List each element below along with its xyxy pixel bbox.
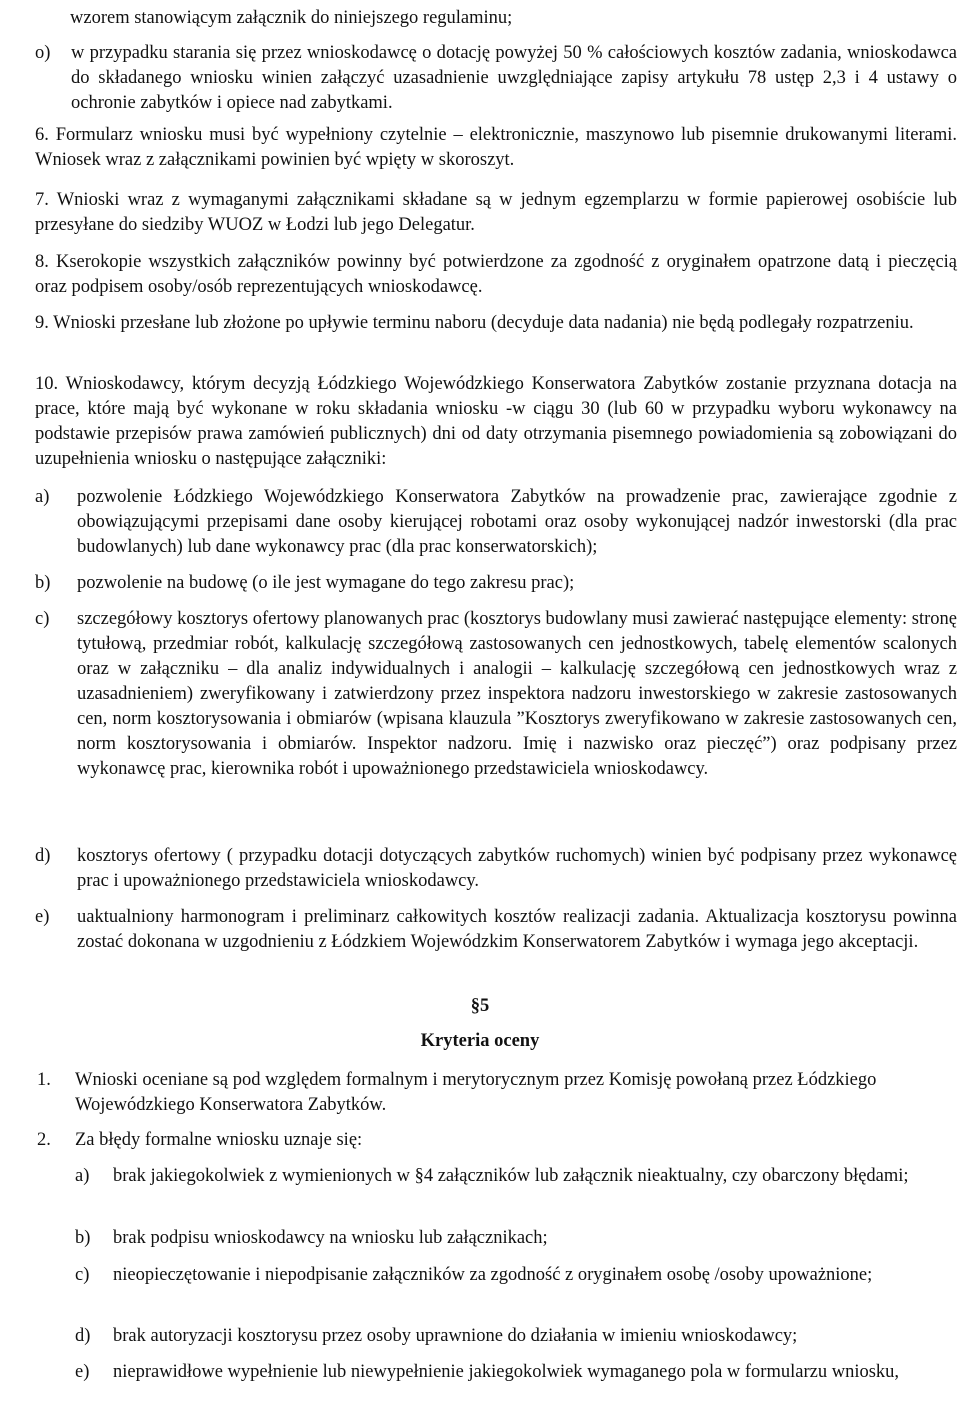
list-item-a <box>35 485 957 560</box>
item-label: 9. <box>35 313 49 333</box>
item-label: 1. <box>37 1070 51 1090</box>
paragraph-10 <box>35 372 957 472</box>
item-text: Wnioski oceniane są pod względem formalnym i merytorycznym przez Komisję powołaną przez Łódzkiego Wojewódzkiego Konserwatora Zabytków. <box>75 1070 877 1115</box>
item-text: uaktualniony harmonogram i preliminarz całkowitych kosztów realizacji zadania. Aktualizacja kosztorysu powinna zostać dokonana w uzgodnieniu z Łódzkiem Wojewódzkim Konserwatorem Zabytków i wymaga jego akceptacji. <box>77 907 957 952</box>
criteria-sub-c <box>75 1263 957 1288</box>
item-label: 6. <box>35 125 49 145</box>
list-item-c <box>35 607 957 782</box>
item-label: c) <box>75 1265 90 1285</box>
paragraph-8 <box>35 250 957 300</box>
item-label: o) <box>35 43 51 63</box>
item-text: brak jakiegokolwiek z wymienionych w §4 załączników lub załącznik nieaktualny, czy obarczony błędami; <box>113 1166 909 1186</box>
criteria-sub-e <box>75 1360 957 1385</box>
section-number: §5 <box>470 996 490 1016</box>
paragraph-7 <box>35 188 957 238</box>
item-label: b) <box>75 1228 91 1248</box>
item-label: 10. <box>35 374 59 394</box>
item-text: w przypadku starania się przez wnioskodawcę o dotację powyżej 50 % całościowych kosztów zadania, wnioskodawca do składanego wniosku winien załączyć uzasadnienie uwzględniające zapisy artykułu 78 ustęp 2,3 i 4 ustawy o ochronie zabytków i opiece nad zabytkami. <box>71 43 957 113</box>
item-label: 2. <box>37 1130 51 1150</box>
item-text: pozwolenie na budowę (o ile jest wymagane do tego zakresu prac); <box>77 573 575 593</box>
list-item-e <box>35 905 957 955</box>
item-text: nieopieczętowanie i niepodpisanie załączników za zgodność z oryginałem osobę /osoby upoważnione; <box>113 1265 873 1285</box>
item-text: Wnioski wraz z wymaganymi załącznikami składane są w jednym egzemplarzu w formie papierowej osobiście lub przesyłane do siedziby WUOZ w Łodzi lub jego Delegatur. <box>35 190 958 235</box>
item-label: b) <box>35 573 51 593</box>
item-text: Kserokopie wszystkich załączników powinny być potwierdzone za zgodność z oryginałem opatrzone datą i pieczęcią oraz podpisem osoby/osób reprezentujących wnioskodawcę. <box>35 252 958 297</box>
item-text: Wnioski przesłane lub złożone po upływie terminu naboru (decyduje data nadania) nie będą podlegały rozpatrzeniu. <box>53 313 914 333</box>
item-text: brak autoryzacji kosztorysu przez osoby uprawnione do działania w imieniu wnioskodawcy; <box>113 1326 798 1346</box>
criteria-sub-b <box>75 1226 957 1251</box>
item-text: kosztorys ofertowy ( przypadku dotacji dotyczących zabytków ruchomych) winien być podpisany przez wykonawcę prac i upoważnionego przedstawiciela wnioskodawcy. <box>77 846 957 891</box>
item-label: a) <box>35 487 50 507</box>
item-label: 7. <box>35 190 49 210</box>
item-label: e) <box>75 1362 90 1382</box>
item-label: c) <box>35 609 50 629</box>
criteria-item-2 <box>37 1128 959 1153</box>
paragraph-6 <box>35 123 957 173</box>
item-label: d) <box>75 1326 91 1346</box>
continuation-line: wzorem stanowiącym załącznik do niniejszego regulaminu; <box>70 8 513 28</box>
item-label: d) <box>35 846 51 866</box>
item-text: pozwolenie Łódzkiego Wojewódzkiego Konserwatora Zabytków na prowadzenie prac, zawierające zgodnie z obowiązującymi przepisami dane osoby kierującej robotami oraz osoby wykonującej nadzór inwestorski (dla prac budowlanych) lub dane wykonawcy prac (dla prac konserwatorskich); <box>77 487 957 557</box>
item-label: e) <box>35 907 50 927</box>
list-item-d <box>35 844 957 894</box>
criteria-sub-d <box>75 1324 957 1349</box>
paragraph-9 <box>35 311 957 336</box>
criteria-sub-a <box>75 1164 957 1189</box>
list-item-b <box>35 571 957 596</box>
list-item-o <box>35 41 957 116</box>
criteria-item-1 <box>37 1068 927 1118</box>
item-text: nieprawidłowe wypełnienie lub niewypełnienie jakiegokolwiek wymaganego pola w formularzu wniosku, <box>113 1362 900 1382</box>
item-label: a) <box>75 1166 90 1186</box>
item-text: Formularz wniosku musi być wypełniony czytelnie – elektronicznie, maszynowo lub pisemnie drukowanymi literami. Wniosek wraz z załącznikami powinien być wpięty w skoroszyt. <box>35 125 957 170</box>
item-text: szczegółowy kosztorys ofertowy planowanych prac (kosztorys budowlany musi zawierać następujące elementy: stronę tytułową, przedmiar robót, kalkulację szczegółową zastosowanych cen jednostkowych, tabelę elementów scalonych oraz w załączniku – dla analiz indywidualnych i analogii – kalkulację szczegółową cen jednostkowych wraz z uzasadnieniem) zweryfikowany i zatwierdzony przez inspektora nadzoru inwestorskiego w zakresie zastosowanych cen, norm kosztorysowania i obmiarów (wpisana klauzula ”Kosztorys zweryfikowano w zakresie zastosowanych cen, norm kosztorysowania i obmiarów. Inspektor nadzoru. Imię i nazwisko oraz pieczęć”) oraz podpisany przez wykonawcę prac, kierownika robót i upoważnionego przedstawiciela wnioskodawcy. <box>77 609 957 779</box>
item-text: Wnioskodawcy, którym decyzją Łódzkiego Wojewódzkiego Konserwatora Zabytków zostanie przyznana dotacja na prace, które mają być wykonane w roku składania wniosku -w ciągu 30 (lub 60 w przypadku wyboru wykonawcy na podstawie przepisów prawa zamówień publicznych) dni od daty otrzymania pisemnego powiadomienia są zobowiązani do uzupełnienia wniosku o następujące załączniki: <box>35 374 957 469</box>
item-label: 8. <box>35 252 49 272</box>
item-text: Za błędy formalne wniosku uznaje się: <box>75 1130 363 1150</box>
section-title: Kryteria oceny <box>420 1031 540 1051</box>
item-text: brak podpisu wnioskodawcy na wniosku lub załącznikach; <box>113 1228 548 1248</box>
